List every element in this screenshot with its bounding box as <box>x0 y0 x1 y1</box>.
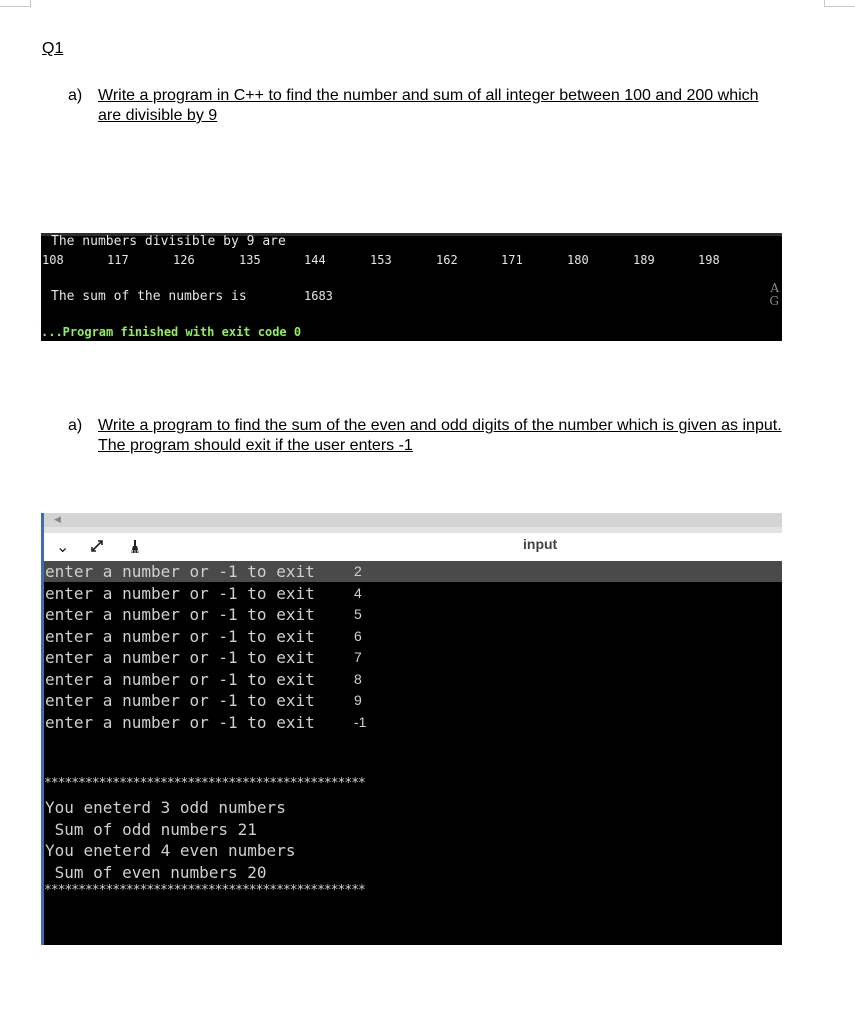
terminal-row <box>44 561 782 582</box>
chevron-down-icon[interactable]: ⌄ <box>56 539 70 556</box>
question-number: a) <box>68 87 83 104</box>
console-output-1 <box>41 233 782 341</box>
number-item: 144 <box>304 253 326 267</box>
input-prompt: enter a number or -1 to exit <box>45 712 315 732</box>
terminal-row <box>44 583 782 604</box>
entered-value: 8 <box>354 670 362 687</box>
number-item: 198 <box>698 253 720 267</box>
input-prompt: enter a number or -1 to exit <box>45 605 315 624</box>
console-header-line: The numbers divisible by 9 are <box>51 234 286 249</box>
number-item: 153 <box>370 253 392 267</box>
question-text: Write a program in C++ to find the number and sum of all integer between 100 and 200 which are divisible by 9 <box>98 87 759 124</box>
entered-value: 9 <box>354 692 362 708</box>
scroll-left-arrow-icon[interactable]: ◀ <box>54 514 61 524</box>
number-item: 117 <box>107 253 129 267</box>
even-sum-line: Sum of even numbers 20 <box>45 863 267 882</box>
star-separator: *********************************************** <box>44 883 365 898</box>
input-prompt: enter a number or -1 to exit <box>45 583 315 603</box>
question-number: a) <box>68 417 83 434</box>
entered-value: -1 <box>354 713 367 730</box>
sum-value: 1683 <box>304 289 333 303</box>
faded-overlay-text <box>769 282 779 308</box>
faded-letter: A <box>770 281 779 295</box>
entered-value: 6 <box>354 627 362 644</box>
number-item: 189 <box>633 253 655 267</box>
terminal-row <box>44 604 782 625</box>
entered-value: 7 <box>354 649 362 665</box>
entered-value: 4 <box>354 584 362 601</box>
page-corner-marker-left <box>0 0 31 7</box>
ide-console-panel <box>41 513 782 945</box>
number-item: 126 <box>173 253 195 267</box>
odd-count-line: You eneterd 3 odd numbers <box>45 798 286 817</box>
console-toolbar <box>44 527 782 561</box>
even-count-line: You eneterd 4 even numbers <box>45 841 296 860</box>
terminal-row <box>44 712 782 733</box>
horizontal-scrollbar[interactable] <box>44 513 782 527</box>
panel-left-edge <box>41 513 44 945</box>
terminal-output <box>44 561 782 945</box>
question-heading: Q1 <box>42 40 64 57</box>
expand-icon[interactable] <box>90 539 104 556</box>
clear-icon[interactable] <box>127 539 143 558</box>
exit-message: ...Program finished with exit code 0 <box>41 325 302 339</box>
input-prompt: enter a number or -1 to exit <box>45 626 315 646</box>
number-item: 162 <box>436 253 458 267</box>
numbers-row <box>41 253 782 269</box>
terminal-row <box>44 647 782 668</box>
entered-value: 2 <box>354 563 362 579</box>
input-prompt: enter a number or -1 to exit <box>45 691 315 710</box>
number-item: 180 <box>567 253 589 267</box>
page-corner-marker-right <box>824 0 855 7</box>
number-item: 108 <box>42 253 64 267</box>
question-a1 <box>68 86 778 126</box>
star-separator: *********************************************** <box>44 776 365 791</box>
input-tab-label[interactable]: input <box>523 536 558 552</box>
terminal-row <box>44 690 782 711</box>
sum-label: The sum of the numbers is <box>51 289 247 304</box>
number-item: 135 <box>239 253 261 267</box>
input-prompt: enter a number or -1 to exit <box>45 648 315 667</box>
terminal-row <box>44 626 782 647</box>
terminal-row <box>44 669 782 690</box>
odd-sum-line: Sum of odd numbers 21 <box>45 820 257 839</box>
faded-letter: G <box>769 294 779 308</box>
number-item: 171 <box>501 253 523 267</box>
question-text: Write a program to find the sum of the even and odd digits of the number which is given as input. The program should exit if the user enters -1 <box>98 417 782 454</box>
question-a2 <box>68 416 788 456</box>
input-prompt: enter a number or -1 to exit <box>45 669 315 689</box>
entered-value: 5 <box>354 606 362 622</box>
input-prompt: enter a number or -1 to exit <box>45 562 315 581</box>
